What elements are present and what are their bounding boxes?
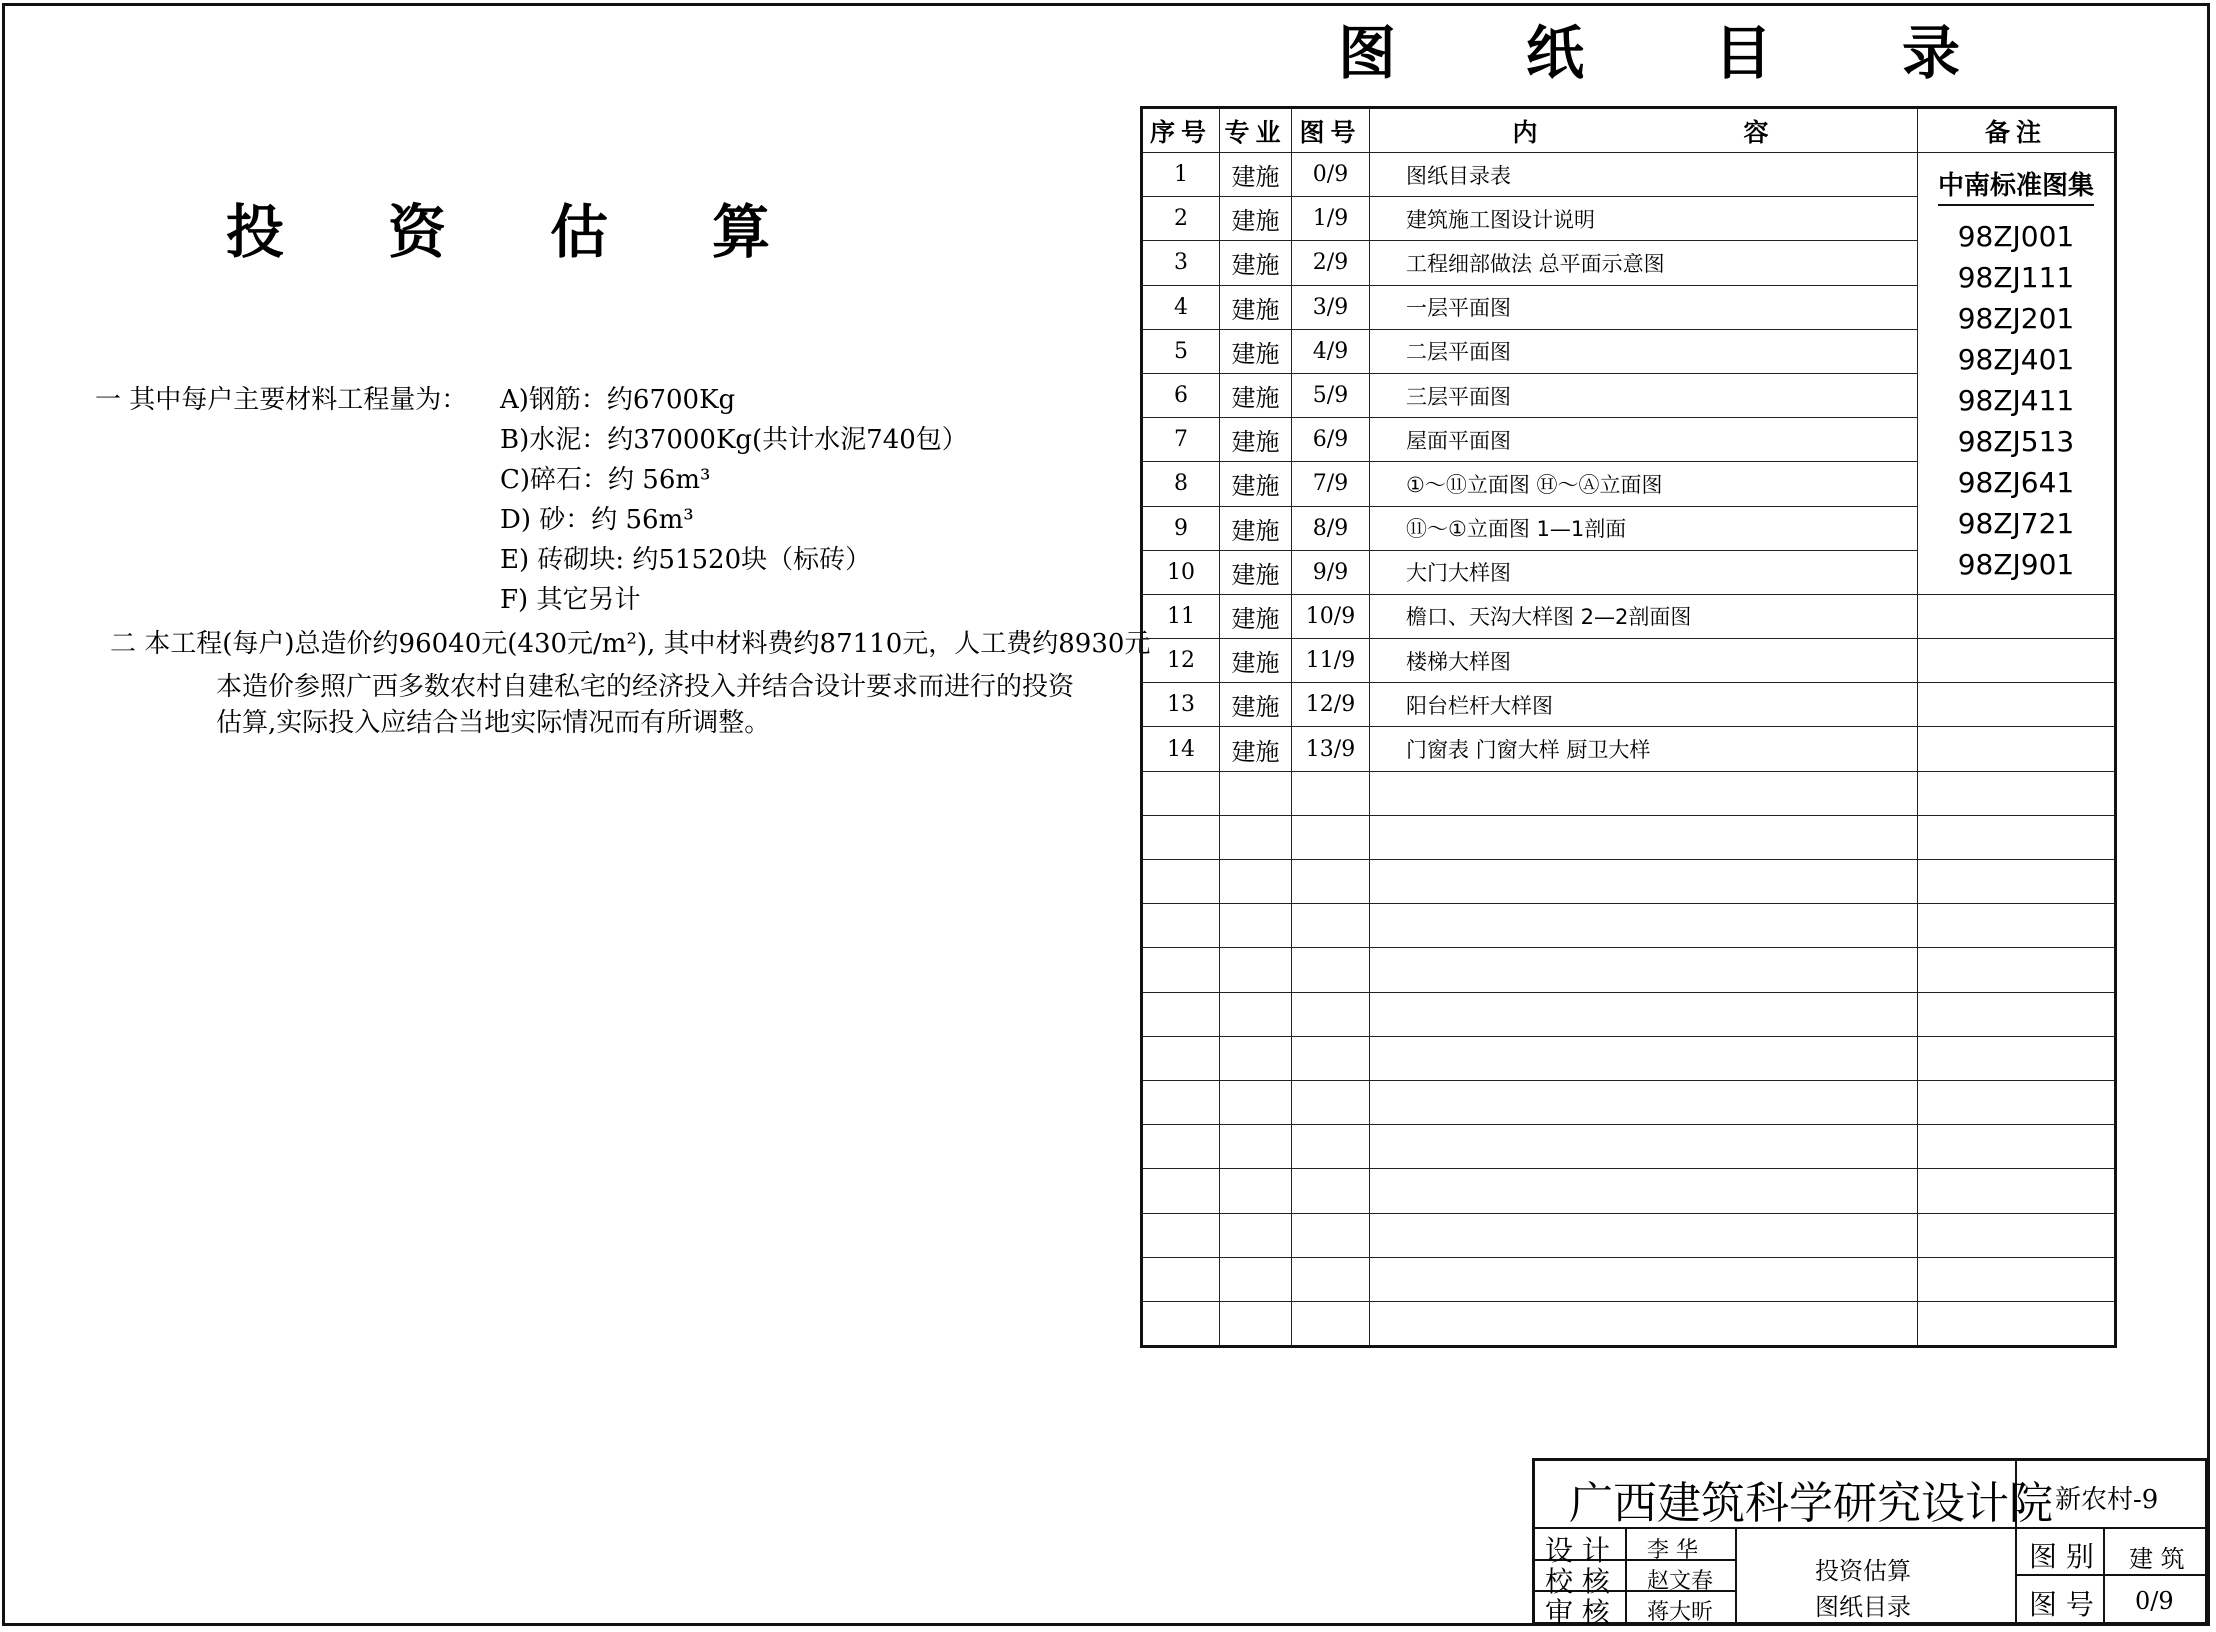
row-no: 10	[1142, 550, 1220, 594]
catalog-empty-row	[1142, 1036, 2116, 1080]
header-drawing-no: 图号	[1292, 108, 1370, 153]
row-no: 3	[1142, 241, 1220, 285]
row-content: ⑪～①立面图 1—1剖面	[1370, 506, 1918, 550]
designer-name: 李 华	[1647, 1538, 1698, 1563]
empty-cell	[1370, 1036, 1918, 1080]
row-drawing-no: 9/9	[1292, 550, 1370, 594]
atlas-remarks	[1918, 153, 2116, 595]
catalog-empty-row	[1142, 1169, 2116, 1213]
empty-cell	[1370, 1169, 1918, 1213]
empty-cell	[1292, 1213, 1370, 1257]
empty-cell	[1142, 1169, 1220, 1213]
empty-cell	[1142, 948, 1220, 992]
row-no: 5	[1142, 329, 1220, 373]
material-item: B)水泥：约37000Kg(共计水泥740包）	[500, 425, 968, 455]
empty-cell	[1142, 1301, 1220, 1346]
empty-cell	[1142, 1036, 1220, 1080]
empty-cell	[1292, 1080, 1370, 1124]
row-no: 1	[1142, 153, 1220, 197]
empty-cell	[1292, 1257, 1370, 1301]
catalog-row	[1142, 727, 2116, 771]
empty-cell	[1370, 1125, 1918, 1169]
drawing-title-line: 图纸目录	[1815, 1593, 1911, 1621]
empty-cell	[1142, 1125, 1220, 1169]
empty-cell	[1292, 948, 1370, 992]
row-drawing-no: 7/9	[1292, 462, 1370, 506]
catalog-empty-row	[1142, 948, 2116, 992]
header-no: 序号	[1142, 108, 1220, 153]
empty-cell	[1142, 860, 1220, 904]
material-item: D) 砂：约 56m³	[500, 505, 694, 535]
catalog-title-char: 录	[1902, 19, 1961, 87]
header-content-left: 内	[1512, 117, 1544, 147]
empty-cell	[1220, 1125, 1292, 1169]
materials-list	[500, 380, 968, 620]
cost-note-line: 估算,实际投入应结合当地实际情况而有所调整。	[216, 708, 771, 738]
check-label: 校 核	[1545, 1565, 1610, 1598]
empty-cell	[1370, 1257, 1918, 1301]
title-block	[1532, 1458, 2208, 1629]
remarks-cell	[1918, 639, 2116, 683]
project-name: 新农村-9	[2055, 1485, 2159, 1515]
tb-divider	[2103, 1527, 2105, 1622]
row-no: 13	[1142, 683, 1220, 727]
catalog-empty-row	[1142, 992, 2116, 1036]
empty-cell	[1370, 1080, 1918, 1124]
row-drawing-no: 11/9	[1292, 639, 1370, 683]
empty-cell	[1142, 1213, 1220, 1257]
catalog-empty-row	[1142, 1301, 2116, 1346]
row-content: 楼梯大样图	[1370, 639, 1918, 683]
row-content: 大门大样图	[1370, 550, 1918, 594]
catalog-table	[1140, 106, 2117, 1348]
row-discipline: 建施	[1220, 727, 1292, 771]
atlas-code: 98ZJ411	[1957, 384, 2075, 417]
row-discipline: 建施	[1220, 285, 1292, 329]
row-drawing-no: 1/9	[1292, 197, 1370, 241]
remarks-cell	[1918, 1080, 2116, 1124]
atlas-code: 98ZJ901	[1957, 548, 2075, 581]
atlas-code: 98ZJ641	[1957, 466, 2075, 499]
row-content: 二层平面图	[1370, 329, 1918, 373]
empty-cell	[1370, 1301, 1918, 1346]
empty-cell	[1220, 1257, 1292, 1301]
empty-cell	[1292, 992, 1370, 1036]
atlas-code: 98ZJ111	[1957, 261, 2075, 294]
empty-cell	[1142, 771, 1220, 815]
row-content: 阳台栏杆大样图	[1370, 683, 1918, 727]
empty-cell	[1292, 860, 1370, 904]
materials-intro: 一 其中每户主要材料工程量为：	[95, 385, 468, 415]
row-discipline: 建施	[1220, 153, 1292, 197]
row-discipline: 建施	[1220, 639, 1292, 683]
empty-cell	[1220, 1213, 1292, 1257]
remarks-cell	[1918, 771, 2116, 815]
empty-cell	[1142, 904, 1220, 948]
number-value: 0/9	[2135, 1587, 2174, 1615]
atlas-code: 98ZJ513	[1957, 425, 2075, 458]
remarks-cell	[1918, 1125, 2116, 1169]
empty-cell	[1292, 1301, 1370, 1346]
catalog-title-char: 目	[1714, 19, 1773, 87]
empty-cell	[1220, 948, 1292, 992]
estimate-title-char: 投	[226, 198, 285, 266]
remarks-cell	[1918, 948, 2116, 992]
row-discipline: 建施	[1220, 329, 1292, 373]
empty-cell	[1370, 771, 1918, 815]
header-remarks: 备注	[1918, 108, 2116, 153]
row-discipline: 建施	[1220, 418, 1292, 462]
material-item: F) 其它另计	[500, 585, 641, 615]
row-no: 9	[1142, 506, 1220, 550]
empty-cell	[1370, 815, 1918, 859]
category-value: 建 筑	[2129, 1545, 2185, 1573]
empty-cell	[1370, 860, 1918, 904]
row-discipline: 建施	[1220, 683, 1292, 727]
empty-cell	[1220, 992, 1292, 1036]
empty-cell	[1220, 815, 1292, 859]
catalog-empty-row	[1142, 904, 2116, 948]
atlas-code: 98ZJ201	[1957, 302, 2075, 335]
category-label: 图 别	[2029, 1540, 2094, 1573]
estimate-title	[226, 185, 874, 269]
row-no: 6	[1142, 373, 1220, 417]
empty-cell	[1142, 815, 1220, 859]
row-no: 11	[1142, 594, 1220, 638]
row-no: 7	[1142, 418, 1220, 462]
atlas-heading: 中南标准图集	[1938, 165, 2094, 206]
row-no: 4	[1142, 285, 1220, 329]
empty-cell	[1370, 948, 1918, 992]
empty-cell	[1220, 1036, 1292, 1080]
remarks-cell	[1918, 727, 2116, 771]
catalog-row	[1142, 683, 2116, 727]
drawing-title-line: 投资估算	[1815, 1557, 1911, 1585]
catalog-empty-row	[1142, 1125, 2116, 1169]
empty-cell	[1292, 1125, 1370, 1169]
catalog-title	[1338, 6, 2090, 90]
row-drawing-no: 12/9	[1292, 683, 1370, 727]
remarks-cell	[1918, 992, 2116, 1036]
row-drawing-no: 3/9	[1292, 285, 1370, 329]
empty-cell	[1142, 1080, 1220, 1124]
catalog-empty-row	[1142, 860, 2116, 904]
row-content: 图纸目录表	[1370, 153, 1918, 197]
row-content: ①～⑪立面图 Ⓗ～Ⓐ立面图	[1370, 462, 1918, 506]
remarks-cell	[1918, 1036, 2116, 1080]
catalog-row	[1142, 639, 2116, 683]
remarks-cell	[1918, 1169, 2116, 1213]
empty-cell	[1370, 1213, 1918, 1257]
number-label: 图 号	[2029, 1588, 2094, 1621]
catalog-title-char: 图	[1338, 19, 1397, 87]
empty-cell	[1220, 771, 1292, 815]
row-content: 一层平面图	[1370, 285, 1918, 329]
header-content	[1370, 108, 1918, 153]
row-discipline: 建施	[1220, 241, 1292, 285]
row-drawing-no: 2/9	[1292, 241, 1370, 285]
remarks-cell	[1918, 904, 2116, 948]
empty-cell	[1370, 904, 1918, 948]
empty-cell	[1220, 1301, 1292, 1346]
row-drawing-no: 6/9	[1292, 418, 1370, 462]
row-content: 工程细部做法 总平面示意图	[1370, 241, 1918, 285]
row-drawing-no: 4/9	[1292, 329, 1370, 373]
catalog-empty-row	[1142, 1213, 2116, 1257]
tb-divider	[1625, 1527, 1627, 1622]
empty-cell	[1370, 992, 1918, 1036]
header-discipline: 专业	[1220, 108, 1292, 153]
row-no: 8	[1142, 462, 1220, 506]
remarks-cell	[1918, 860, 2116, 904]
empty-cell	[1220, 904, 1292, 948]
reviewer-name: 蒋大昕	[1647, 1600, 1714, 1625]
atlas-code: 98ZJ401	[1957, 343, 2075, 376]
remarks-cell	[1918, 683, 2116, 727]
empty-cell	[1292, 904, 1370, 948]
row-drawing-no: 10/9	[1292, 594, 1370, 638]
row-content: 建筑施工图设计说明	[1370, 197, 1918, 241]
empty-cell	[1220, 1080, 1292, 1124]
design-label: 设 计	[1545, 1534, 1610, 1567]
row-no: 14	[1142, 727, 1220, 771]
empty-cell	[1292, 815, 1370, 859]
remarks-cell	[1918, 1301, 2116, 1346]
remarks-cell	[1918, 1213, 2116, 1257]
empty-cell	[1292, 1169, 1370, 1213]
institute-name: 广西建筑科学研究设计院	[1569, 1478, 2053, 1529]
empty-cell	[1220, 860, 1292, 904]
review-label: 审 核	[1545, 1596, 1610, 1629]
row-drawing-no: 8/9	[1292, 506, 1370, 550]
catalog-header-row	[1142, 108, 2116, 153]
material-item: C)碎石：约 56m³	[500, 465, 711, 495]
cost-summary: 二 本工程(每户)总造价约96040元(430元/m²), 其中材料费约87110元，人工费约8930元	[110, 629, 1151, 659]
catalog-empty-row	[1142, 1080, 2116, 1124]
empty-cell	[1142, 1257, 1220, 1301]
catalog-empty-row	[1142, 771, 2116, 815]
material-item: E) 砖砌块: 约51520块（标砖）	[500, 545, 872, 575]
catalog-row	[1142, 594, 2116, 638]
atlas-code: 98ZJ001	[1957, 220, 2075, 253]
row-discipline: 建施	[1220, 550, 1292, 594]
catalog-empty-row	[1142, 815, 2116, 859]
empty-cell	[1142, 992, 1220, 1036]
atlas-code: 98ZJ721	[1957, 507, 2075, 540]
row-discipline: 建施	[1220, 373, 1292, 417]
row-content: 屋面平面图	[1370, 418, 1918, 462]
cost-note-line: 本造价参照广西多数农村自建私宅的经济投入并结合设计要求而进行的投资	[216, 672, 1075, 702]
row-discipline: 建施	[1220, 594, 1292, 638]
remarks-cell	[1918, 1257, 2116, 1301]
header-content-right: 容	[1743, 117, 1775, 147]
row-discipline: 建施	[1220, 197, 1292, 241]
row-drawing-no: 0/9	[1292, 153, 1370, 197]
remarks-cell	[1918, 594, 2116, 638]
row-drawing-no: 13/9	[1292, 727, 1370, 771]
catalog-title-char: 纸	[1526, 19, 1585, 87]
estimate-title-char: 估	[550, 198, 609, 266]
row-content: 门窗表 门窗大样 厨卫大样	[1370, 727, 1918, 771]
row-no: 2	[1142, 197, 1220, 241]
catalog-row	[1142, 153, 2116, 197]
empty-cell	[1292, 771, 1370, 815]
empty-cell	[1292, 1036, 1370, 1080]
estimate-title-char: 资	[388, 198, 447, 266]
tb-divider	[1735, 1527, 1737, 1622]
row-drawing-no: 5/9	[1292, 373, 1370, 417]
catalog-empty-row	[1142, 1257, 2116, 1301]
row-discipline: 建施	[1220, 506, 1292, 550]
row-no: 12	[1142, 639, 1220, 683]
empty-cell	[1220, 1169, 1292, 1213]
row-discipline: 建施	[1220, 462, 1292, 506]
row-content: 檐口、天沟大样图 2—2剖面图	[1370, 594, 1918, 638]
remarks-cell	[1918, 815, 2116, 859]
estimate-title-char: 算	[712, 198, 771, 266]
row-content: 三层平面图	[1370, 373, 1918, 417]
material-item: A)钢筋：约6700Kg	[500, 385, 736, 415]
checker-name: 赵文春	[1647, 1569, 1714, 1594]
